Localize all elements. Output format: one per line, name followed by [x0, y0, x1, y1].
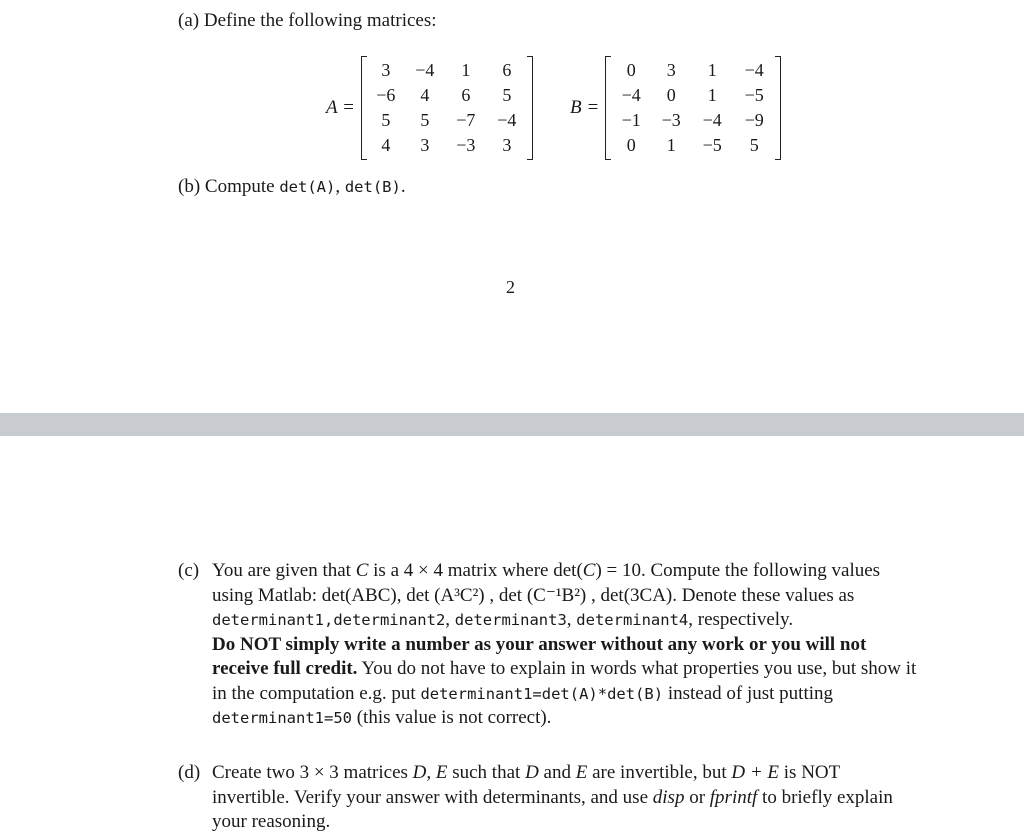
- page-top: [0, 0, 1024, 413]
- part-c-c2: C: [582, 560, 596, 581]
- matrix-a-cell: 6: [502, 60, 512, 80]
- det-b: det(B): [344, 178, 401, 196]
- part-c-paragraph-2: [212, 633, 920, 731]
- matrix-a-cell: 3: [381, 60, 391, 80]
- part-d-fprintf: fprintf: [709, 786, 758, 808]
- part-d-text-4: are invertible, but: [587, 762, 732, 783]
- matrix-b-cell: −4: [702, 110, 722, 130]
- part-b: [178, 176, 406, 198]
- code-example-correct: determinant1=det(A)*det(B): [420, 684, 664, 703]
- page-separator: [0, 413, 1024, 436]
- part-d-text-6: or: [684, 786, 710, 808]
- part-c-text-2: is a 4 × 4 matrix where det(: [368, 560, 583, 581]
- part-c-marker: (c): [178, 560, 200, 581]
- matrix-b-cell: 1: [707, 85, 717, 105]
- matrix-b-cell: −9: [744, 110, 764, 130]
- part-c-comma-1: ,: [445, 609, 455, 630]
- matrix-a-label: A =: [326, 97, 355, 118]
- matrix-a-cell: −6: [376, 85, 396, 105]
- matrix-a-cell: 3: [420, 135, 430, 155]
- matrix-b-cell: 0: [626, 60, 636, 80]
- matrix-b-cell: 0: [666, 85, 676, 105]
- part-c-text-6: You do not have to explain in words what properties you use, but show it in the computation e.g. put: [212, 658, 917, 704]
- part-a: [178, 10, 437, 32]
- matrix-a-cell: −3: [456, 135, 476, 155]
- matrix-a-cell: 4: [381, 135, 391, 155]
- part-d-de: D, E: [412, 762, 448, 783]
- part-d-text-2: such that: [447, 762, 526, 783]
- part-d-d: D: [525, 762, 539, 783]
- part-d-text-1: Create two 3 × 3 matrices: [212, 762, 413, 783]
- part-c-text-5: , respectively.: [688, 609, 794, 630]
- part-b-marker: (b): [178, 176, 201, 197]
- code-example-wrong: determinant1=50: [212, 709, 352, 727]
- part-b-text: Compute: [204, 176, 280, 197]
- part-d-e: E: [575, 762, 588, 783]
- matrix-a-cell: 5: [381, 110, 391, 130]
- matrix-b-cell: −4: [744, 60, 764, 80]
- matrix-a-cell: 5: [420, 110, 430, 130]
- matrix-b-cell: 0: [626, 135, 636, 155]
- matrix-a-cell: −7: [456, 110, 476, 130]
- part-c-determinants: det(ABC), det (A³C²) , det (C⁻¹B²) , det(3CA): [321, 584, 673, 606]
- matrix-a-block: [326, 58, 533, 158]
- part-c-text-7: instead of just putting: [663, 682, 834, 704]
- matrix-a-cell: 6: [461, 85, 471, 105]
- part-c-text-4: . Denote these values as: [672, 584, 855, 606]
- part-d-text-5: is NOT invertible. Verify your answer with determinants, and use: [212, 762, 840, 808]
- part-d-marker: (d): [178, 762, 201, 783]
- matrix-a-cell: 1: [461, 60, 471, 80]
- part-c-paragraph: [212, 559, 920, 633]
- matrix-b-cell: 1: [707, 60, 717, 80]
- part-c: [178, 559, 920, 731]
- part-a-text: Define the following matrices:: [203, 10, 437, 31]
- var-determinant3: determinant3: [454, 611, 567, 629]
- part-c-text-8: (this value is not correct).: [351, 707, 552, 728]
- matrix-b-cell: −1: [621, 110, 641, 130]
- part-d-text-3: and: [538, 762, 576, 783]
- matrix-b: [605, 58, 781, 158]
- matrix-b-cell: 1: [666, 135, 676, 155]
- part-d-paragraph: [212, 761, 920, 835]
- var-determinant4: determinant4: [576, 611, 689, 629]
- matrix-a-cell: −4: [415, 60, 435, 80]
- part-d-text-7: to briefly explain your reasoning.: [212, 786, 893, 832]
- part-b-sep: ,: [335, 176, 345, 197]
- matrix-a-cell: −4: [497, 110, 517, 130]
- matrix-a-cell: 4: [420, 85, 430, 105]
- det-a: det(A): [279, 178, 336, 196]
- matrix-b-cell: −3: [661, 110, 681, 130]
- part-c-text-1: You are given that: [212, 560, 356, 581]
- matrix-b-cell: 5: [749, 135, 759, 155]
- matrix-b-cell: 3: [666, 60, 676, 80]
- part-c-comma-2: ,: [566, 609, 577, 630]
- part-a-marker: (a): [178, 10, 200, 31]
- var-determinant1-2: determinant1,determinant2: [212, 611, 446, 629]
- matrix-a: [361, 58, 533, 158]
- matrix-a-cell: 5: [502, 85, 512, 105]
- matrix-b-block: [570, 58, 781, 158]
- part-d-disp: disp: [652, 786, 685, 808]
- matrix-b-label: B =: [570, 97, 600, 118]
- matrix-b-cell: −5: [702, 135, 722, 155]
- part-d-d-plus-e: D + E: [731, 762, 780, 783]
- part-c-text-3: ) = 10. Compute the following values using Matlab:: [212, 560, 881, 606]
- part-c-c: C: [355, 560, 369, 581]
- matrix-b-cell: −5: [744, 85, 764, 105]
- matrix-b-cell: −4: [621, 85, 641, 105]
- matrix-a-cell: 3: [502, 135, 512, 155]
- page-number: 2: [506, 277, 515, 297]
- part-c-warning: Do NOT simply write a number as your answer without any work or you will not receive full credit.: [212, 633, 867, 679]
- part-d: [178, 761, 920, 835]
- part-b-end: .: [400, 176, 406, 197]
